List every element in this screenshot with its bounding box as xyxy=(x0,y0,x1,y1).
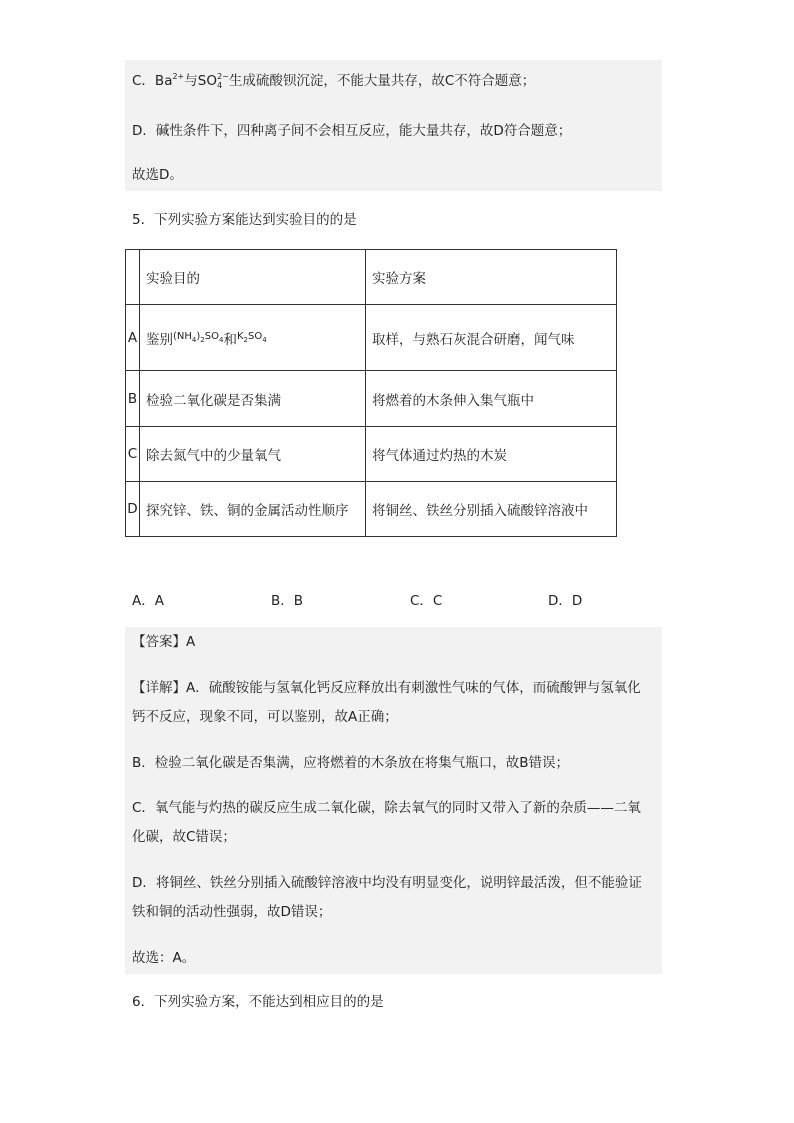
q5-stem: 5．下列实验方案能达到实验目的的是 xyxy=(132,212,357,228)
prev-conclusion: 故选D。 xyxy=(132,167,183,183)
table-row xyxy=(126,305,617,371)
table-header-cell: 实验方案 xyxy=(366,250,617,305)
row-plan: 将燃着的木条伸入集气瓶中 xyxy=(366,371,617,427)
q5-detail-a-line2: 钙不反应，现象不同，可以鉴别，故A正确； xyxy=(132,709,398,725)
table-header-cell: 实验目的 xyxy=(140,250,366,305)
table-header-cell xyxy=(126,250,140,305)
row-label: D xyxy=(126,482,140,537)
experiment-table xyxy=(125,249,617,537)
choice-b: B．B xyxy=(271,593,304,609)
table-header-row xyxy=(126,250,617,305)
table-row xyxy=(126,482,617,537)
choice-d: D．D xyxy=(548,593,583,609)
row-plan: 将铜丝、铁丝分别插入硫酸锌溶液中 xyxy=(366,482,617,537)
choice-a: A．A xyxy=(132,593,164,609)
row-label: A xyxy=(126,305,140,371)
table-row xyxy=(126,427,617,482)
q5-answer: 【答案】A xyxy=(132,634,196,650)
table-row xyxy=(126,371,617,427)
q6-stem: 6．下列实验方案，不能达到相应目的的是 xyxy=(132,994,384,1010)
choice-c: C．C xyxy=(410,593,443,609)
row-plan: 将气体通过灼热的木炭 xyxy=(366,427,617,482)
prev-option-d-analysis: D．碱性条件下，四种离子间不会相互反应，能大量共存，故D符合题意； xyxy=(132,123,572,139)
q5-detail-b: B．检验二氧化碳是否集满，应将燃着的木条放在将集气瓶口，故B错误； xyxy=(132,755,570,771)
q5-conclusion: 故选：A。 xyxy=(132,950,196,966)
row-plan: 取样，与熟石灰混合研磨，闻气味 xyxy=(366,305,617,371)
q5-detail-c-line2: 化碳，故C错误； xyxy=(132,829,236,845)
row-purpose: 探究锌、铁、铜的金属活动性顺序 xyxy=(140,482,366,537)
row-label: B xyxy=(126,371,140,427)
prev-option-c-analysis: C．$Ba^{2+}$与$SO_4^{2-}$生成硫酸钡沉淀，不能大量共存，故C不符合题意； xyxy=(132,72,536,90)
row-purpose: 鉴别$^{(NH_4)_2SO_4}$和$^{K_2SO_4}$ xyxy=(140,305,366,371)
q5-detail-a-line1: 【详解】A．硫酸铵能与氢氧化钙反应释放出有刺激性气味的气体，而硫酸钾与氢氧化 xyxy=(132,680,641,696)
q5-detail-d-line2: 铁和铜的活动性强弱，故D错误； xyxy=(132,904,332,920)
q5-detail-d-line1: D．将铜丝、铁丝分别插入硫酸锌溶液中均没有明显变化，说明锌最活泼，但不能验证 xyxy=(132,875,642,891)
row-purpose: 检验二氧化碳是否集满 xyxy=(140,371,366,427)
row-label: C xyxy=(126,427,140,482)
row-purpose: 除去氮气中的少量氧气 xyxy=(140,427,366,482)
q5-detail-c-line1: C．氧气能与灼热的碳反应生成二氧化碳，除去氧气的同时又带入了新的杂质——二氧 xyxy=(132,800,641,816)
